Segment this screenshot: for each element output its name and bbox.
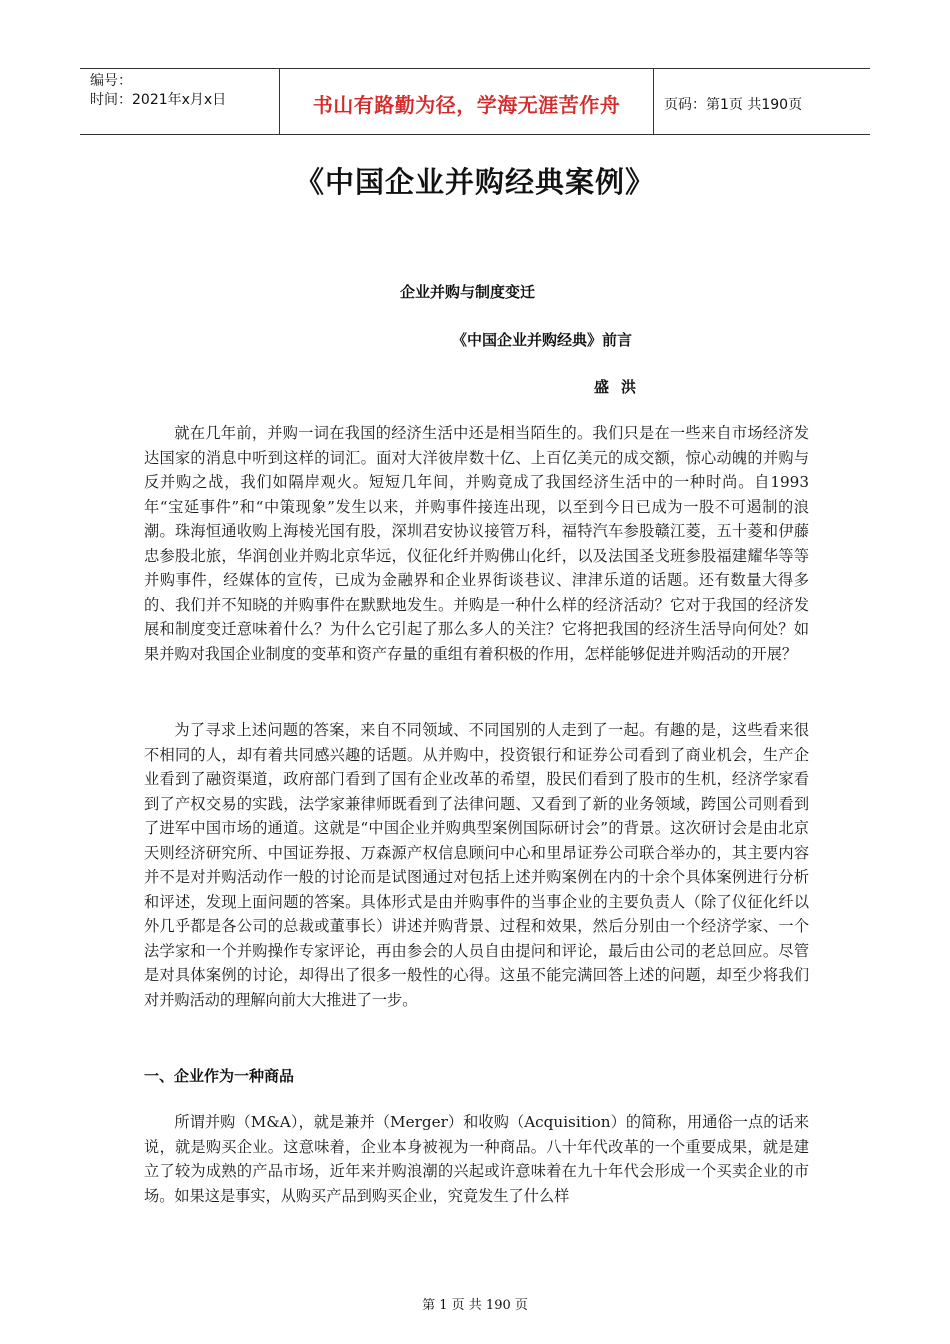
preface-title: 《中国企业并购经典》前言 bbox=[452, 331, 633, 349]
section-heading: 一、企业作为一种商品 bbox=[144, 1067, 295, 1085]
document-time-label: 时间：2021年x月x日 bbox=[90, 92, 227, 108]
page-footer: 第 1 页 共 190 页 bbox=[422, 1298, 528, 1313]
document-title: 《中国企业并购经典案例》 bbox=[294, 165, 655, 199]
header-page-info: 页码：第1页 共190页 bbox=[664, 96, 803, 113]
body-paragraph: 就在几年前，并购一词在我国的经济生活中还是相当陌生的。我们只是在一些来自市场经济发达国家的消息中听到这样的词汇。面对大洋彼岸数十亿、上百亿美元的成交额，惊心动魄的并购与反并购之战，我们如隔岸观火。短短几年间，并购竟成了我国经济生活中的一种时尚。自1993年“宝延事件”和“中策现象”发生以来，并购事件接连出现，以至到今日已成为一股不可遏制的浪潮。珠海恒通收购上海棱光国有股，深圳君安协议接管万科，福特汽车参股赣江菱，五十菱和伊藤忠参股北旅，华润创业并购北京华远，仪征化纤并购佛山化纤，以及法国圣戈班参股福建耀华等等并购事件，经媒体的宣传，已成为金融界和企业界街谈巷议、津津乐道的话题。还有数量大得多的、我们并不知晓的并购事件在默默地发生。并购是一种什么样的经济活动？它对于我国的经济发展和制度变迁意味着什么？为什么它引起了那么多人的关注？它将把我国的经济生活导向何处？如果并购对我国企业制度的变革和资产存量的重组有着积极的作用，怎样能够促进并购活动的开展？ bbox=[144, 424, 809, 663]
body-paragraph: 为了寻求上述问题的答案，来自不同领域、不同国别的人走到了一起。有趣的是，这些看来很不相同的人，却有着共同感兴趣的话题。从并购中，投资银行和证券公司看到了商业机会，生产企业看到了融资渠道，政府部门看到了国有企业改革的希望，股民们看到了股市的生机，经济学家看到了产权交易的实践，法学家兼律师既看到了法律问题、又看到了新的业务领域，跨国公司则看到了进军中国市场的通道。这就是“中国企业并购典型案例国际研讨会”的背景。这次研讨会是由北京天则经济研究所、中国证券报、万森源产权信息顾问中心和里昂证券公司联合举办的，其主要内容并不是对并购活动作一般的讨论而是试图通过对包括上述并购案例在内的十余个具体案例进行分析和评述，发现上面问题的答案。具体形式是由并购事件的当事企业的主要负责人（除了仪征化纤以外几乎都是各公司的总裁或董事长）讲述并购背景、过程和效果，然后分别由一个经济学家、一个法学家和一个并购操作专家评论，再由参会的人员自由提问和评论，最后由公司的老总回应。尽管是对具体案例的讨论，却得出了很多一般性的心得。这虽不能完满回答上述的问题，却至少将我们对并购活动的理解向前大大推进了一步。 bbox=[144, 721, 809, 1009]
document-subtitle: 企业并购与制度变迁 bbox=[400, 283, 536, 301]
author-name: 盛洪 bbox=[594, 378, 649, 396]
header-meta bbox=[80, 69, 280, 134]
header-motto: 书山有路勤为径，学海无涯苦作舟 bbox=[280, 69, 654, 134]
document-number-label: 编号： bbox=[90, 73, 132, 89]
page-header bbox=[80, 68, 870, 135]
body-paragraph: 所谓并购（M&A），就是兼并（Merger）和收购（Acquisition）的简称，用通俗一点的话来说，就是购买企业。这意味着，企业本身被视为一种商品。八十年代改革的一个重要成果，就是建立了较为成熟的产品市场，近年来并购浪潮的兴起或许意味着在九十年代会形成一个买卖企业的市场。如果这是事实，从购买产品到购买企业，究竟发生了什么样 bbox=[144, 1113, 809, 1205]
